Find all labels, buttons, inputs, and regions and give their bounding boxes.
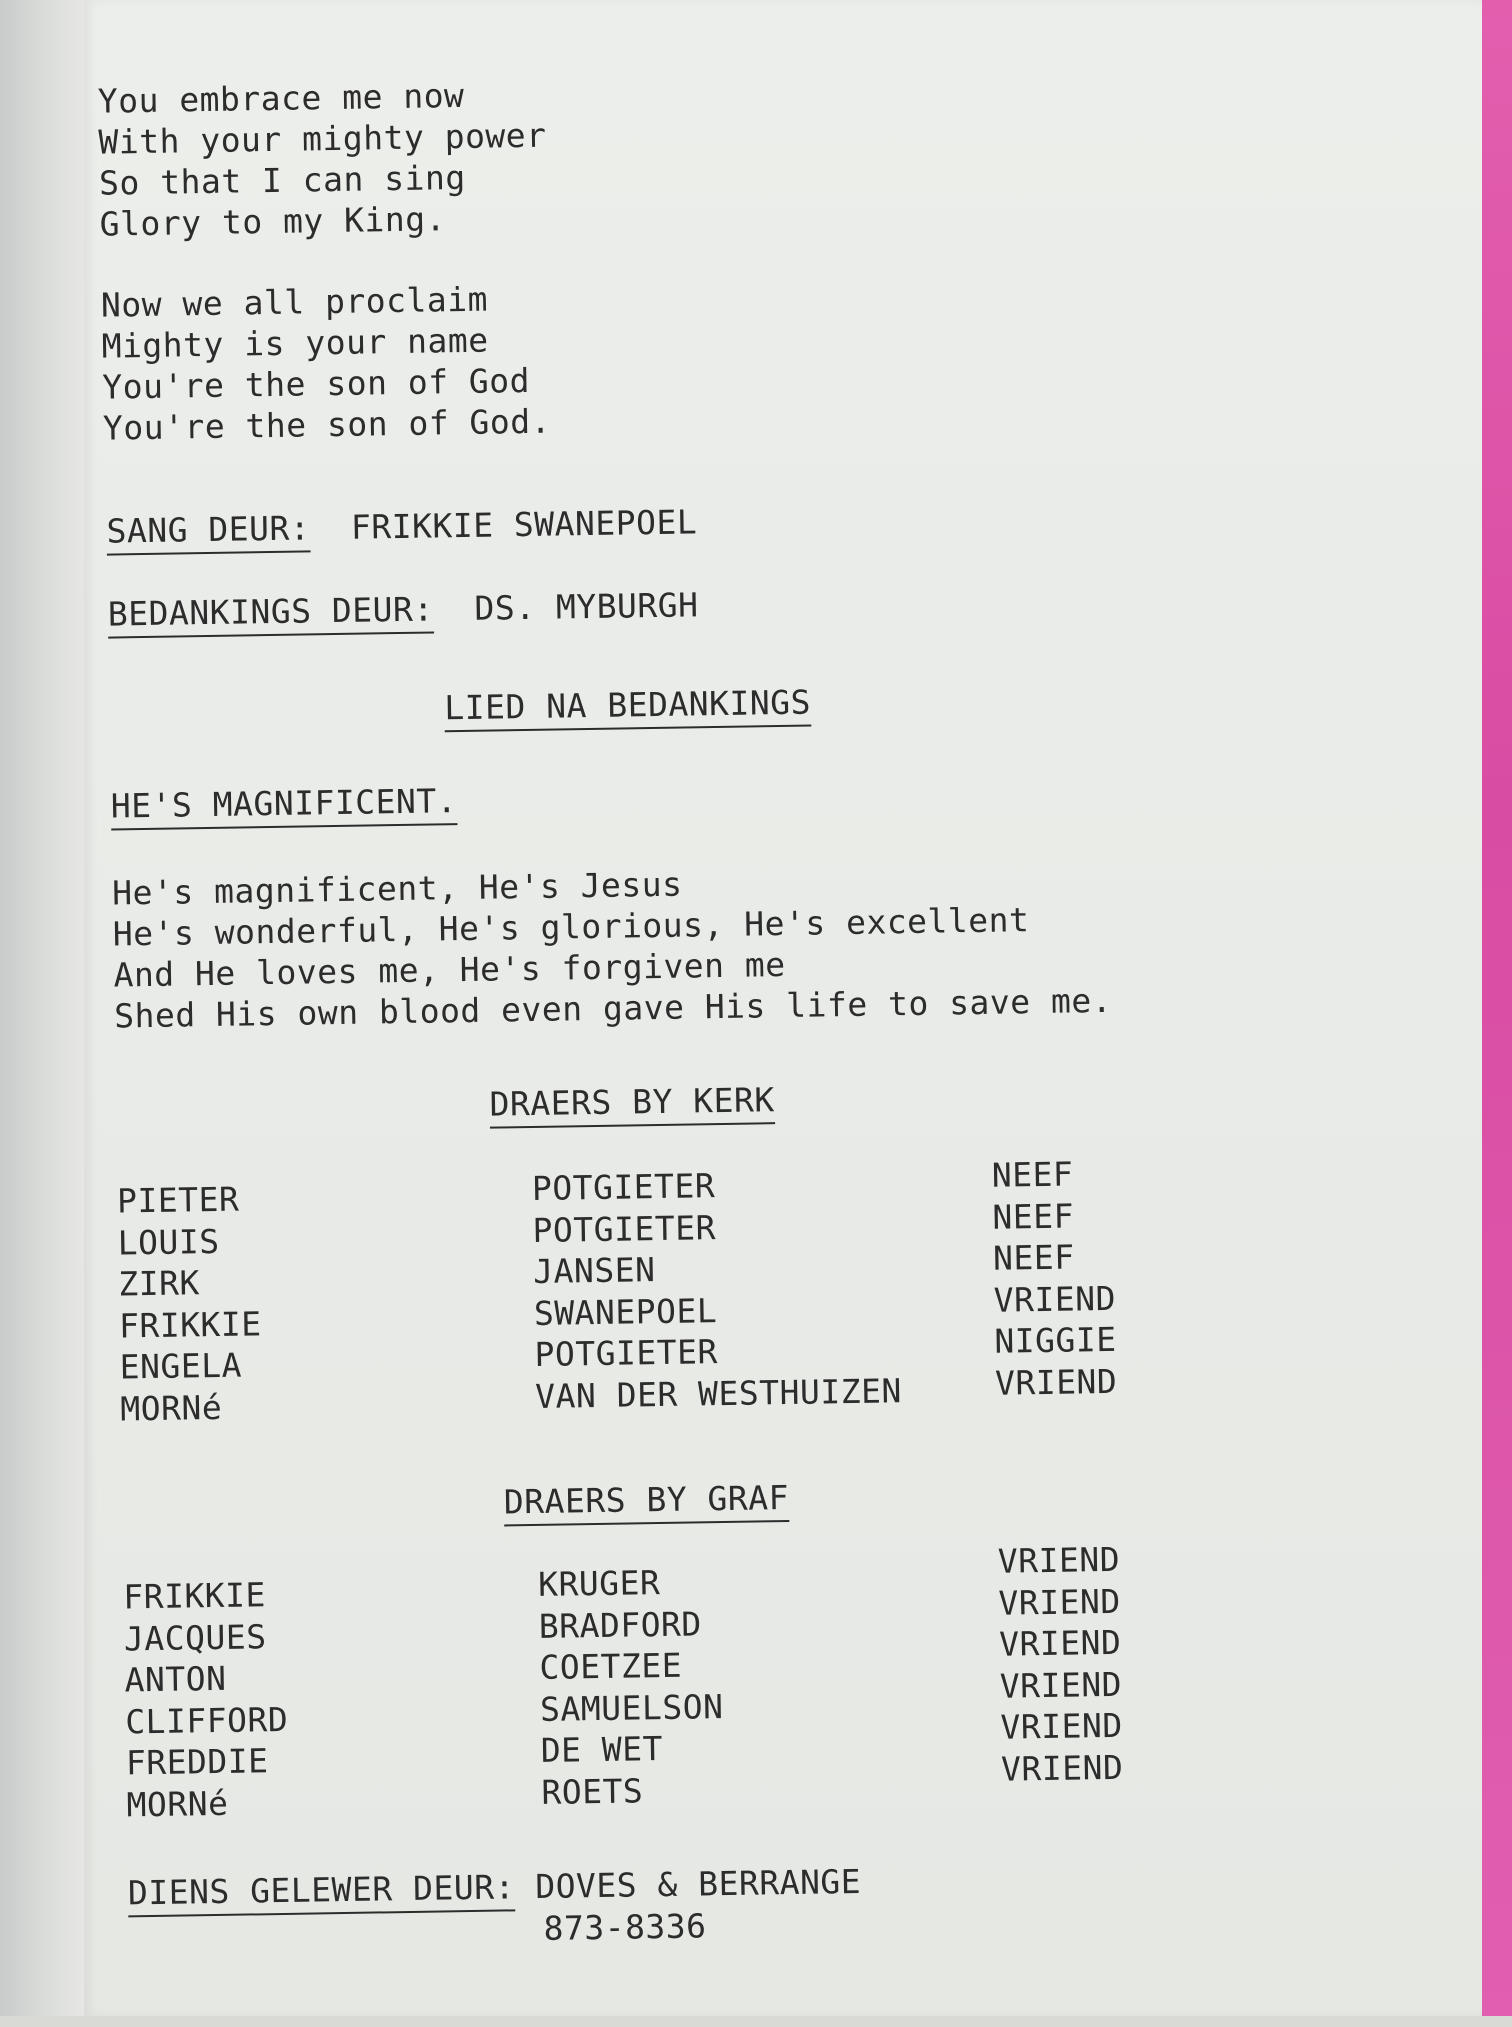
lyric-line: He's magnificent, He's Jesus — [111, 864, 683, 913]
table-cell: FRIKKIE — [118, 1303, 262, 1345]
table-cell: VAN DER WESTHUIZEN — [534, 1370, 903, 1416]
document-content — [68, 0, 1499, 2027]
table-cell: CLIFFORD — [124, 1699, 289, 1741]
table-cell: KRUGER — [537, 1563, 661, 1604]
table-cell: POTGIETER — [531, 1166, 716, 1208]
verse-line: Now we all proclaim — [100, 279, 489, 325]
kerk-last-names — [532, 1162, 902, 1417]
diens-gelewer — [128, 1861, 862, 1914]
table-cell: JACQUES — [123, 1616, 267, 1658]
kerk-first-names — [117, 1178, 263, 1429]
verse-1 — [68, 0, 1468, 244]
diens-label: DIENS GELEWER DEUR: — [127, 1867, 516, 1913]
verse-line: You embrace me now — [97, 75, 465, 121]
verse-line: With your mighty power — [98, 115, 547, 162]
verse-line: So that I can sing — [98, 157, 466, 203]
table-cell: VRIEND — [1000, 1705, 1123, 1747]
song-title: HE'S MAGNIFICENT. — [110, 781, 458, 826]
table-cell: LOUIS — [117, 1221, 220, 1262]
verse-line: You're the son of God. — [102, 401, 552, 448]
table-cell: PIETER — [116, 1179, 240, 1221]
table-cell: ZIRK — [118, 1263, 201, 1304]
table-cell: FRIKKIE — [122, 1575, 267, 1617]
table-cell: VRIEND — [1000, 1747, 1124, 1789]
paper-sheet — [84, 0, 1484, 2016]
table-cell: DE WET — [540, 1728, 664, 1770]
table-cell: VRIEND — [999, 1664, 1123, 1706]
lyric-line: Shed His own blood even gave His life to save me. — [113, 980, 1113, 1036]
graf-first-names — [123, 1574, 290, 1826]
table-cell: NEEF — [992, 1195, 1075, 1237]
background-left — [0, 0, 84, 2016]
table-cell: JANSEN — [532, 1250, 656, 1291]
sang-label: SANG DEUR: — [106, 508, 311, 551]
kerk-relations — [991, 1153, 1117, 1404]
graf-last-names — [538, 1561, 725, 1813]
table-cell: ANTON — [124, 1658, 227, 1700]
graf-heading: DRAERS BY GRAF — [503, 1477, 790, 1522]
bedankings-value: DS. MYBURGH — [474, 585, 699, 628]
lyric-line: He's wonderful, He's glorious, He's excellent — [112, 900, 1030, 954]
table-cell: BRADFORD — [538, 1603, 703, 1646]
lyric-line: And He loves me, He's forgiven me — [113, 944, 786, 995]
diens-value: DOVES & BERRANGE — [534, 1861, 862, 1907]
table-cell: POTGIETER — [532, 1207, 717, 1250]
table-cell: VRIEND — [998, 1581, 1122, 1623]
sang-value: FRIKKIE SWANEPOEL — [350, 502, 698, 547]
bedankings-label: BEDANKINGS DEUR: — [107, 589, 435, 634]
table-cell: VRIEND — [993, 1278, 1117, 1320]
graf-relations — [998, 1539, 1124, 1790]
table-cell: VRIEND — [997, 1539, 1121, 1581]
background-right — [1482, 0, 1512, 2016]
diens-phone: 873-8336 — [543, 1906, 707, 1948]
table-cell: SWANEPOEL — [533, 1290, 718, 1333]
table-cell: COETZEE — [539, 1645, 683, 1687]
table-cell: ENGELA — [119, 1345, 243, 1387]
bedankings-deur — [108, 584, 699, 634]
table-cell: NEEF — [992, 1237, 1075, 1278]
table-cell: VRIEND — [998, 1622, 1122, 1664]
kerk-heading: DRAERS BY KERK — [489, 1080, 776, 1124]
table-cell: POTGIETER — [534, 1332, 719, 1374]
sang-deur — [106, 501, 697, 551]
table-cell: NIGGIE — [994, 1319, 1117, 1361]
table-cell: ROETS — [541, 1770, 644, 1812]
table-cell: MORNé — [120, 1387, 223, 1428]
table-cell: SAMUELSON — [539, 1686, 724, 1729]
table-cell: FREDDIE — [125, 1741, 269, 1783]
verse-line: Mighty is your name — [101, 320, 489, 366]
verse-line: You're the son of God — [101, 360, 531, 407]
lied-heading: LIED NA BEDANKINGS — [444, 682, 812, 728]
table-cell: NEEF — [991, 1154, 1074, 1195]
table-cell: MORNé — [126, 1783, 229, 1824]
verse-line: Glory to my King. — [99, 199, 447, 244]
table-cell: VRIEND — [994, 1361, 1118, 1403]
